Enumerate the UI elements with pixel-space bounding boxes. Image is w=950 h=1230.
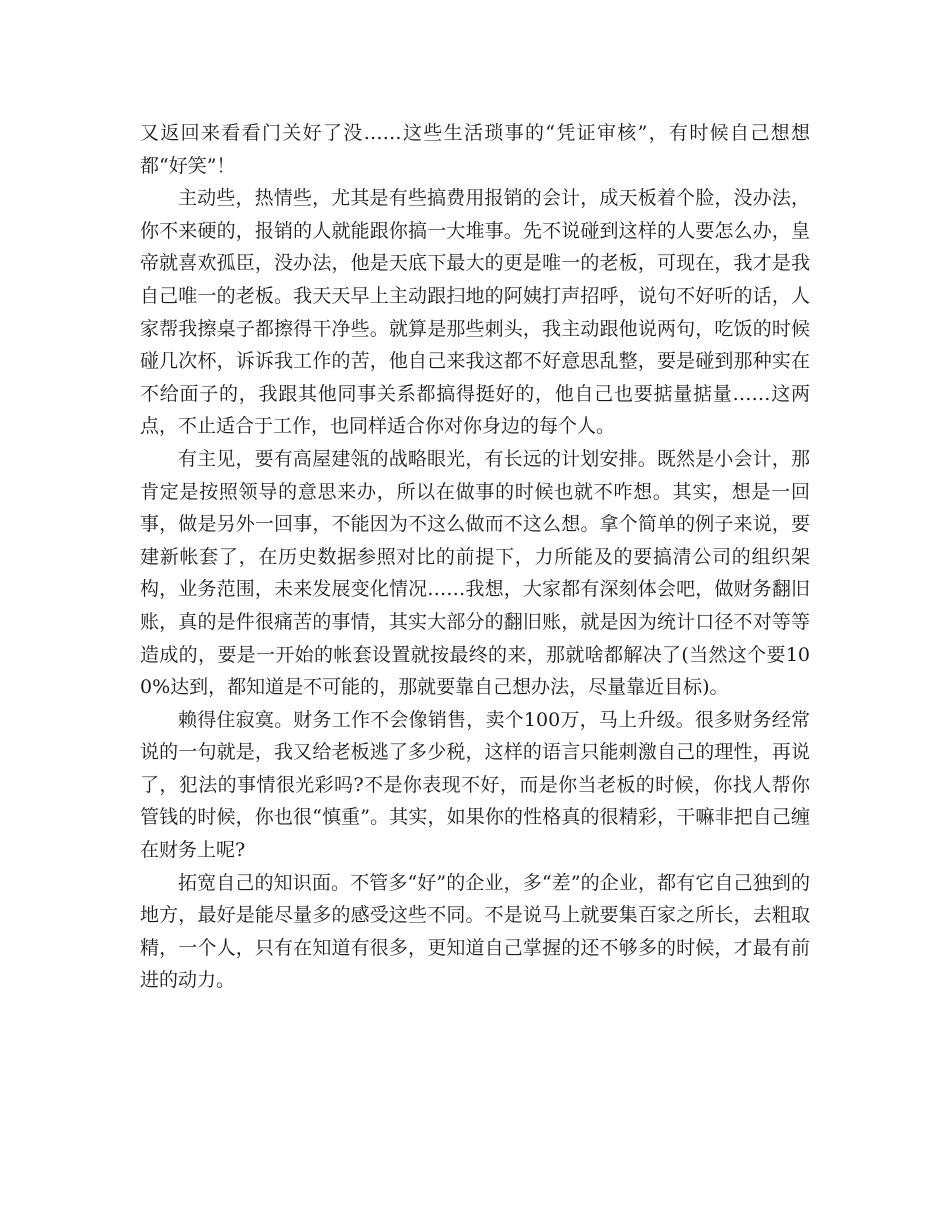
paragraph-3: 有主见，要有高屋建瓴的战略眼光，有长远的计划安排。既然是小会计，那肯定是按照领导的意思来办，所以在做事的时候也就不咋想。其实，想是一回事，做是另外一回事，不能因为不这么做而不这么想。拿个简单的例子来说，要建新帐套了，在历史数据参照对比的前提下，力所能及的要搞清公司的组织架构，业务范围，未来发展变化情况……我想，大家都有深刻体会吧，做财务翻旧账，真的是件很痛苦的事情，其实大部分的翻旧账，就是因为统计口径不对等等造成的，要是一开始的帐套设置就按最终的来，那就啥都解决了(当然这个要100%达到，都知道是不可能的，那就要靠自己想办法，尽量靠近目标)。 xyxy=(140,447,810,699)
paragraph-1: 又返回来看看门关好了没……这些生活琐事的“凭证审核”，有时候自己想想都“好笑”！ xyxy=(140,122,810,177)
paragraph-5: 拓宽自己的知识面。不管多“好”的企业，多“差”的企业，都有它自己独到的地方，最好是能尽量多的感受这些不同。不是说马上就要集百家之所长，去粗取精，一个人，只有在知道有很多，更知道自己掌握的还不够多的时候，才最有前进的动力。 xyxy=(140,871,810,992)
paragraph-4: 赖得住寂寞。财务工作不会像销售，卖个100万，马上升级。很多财务经常说的一句就是，我又给老板逃了多少税，这样的语言只能刺激自己的理性，再说了，犯法的事情很光彩吗?不是你表现不好，而是你当老板的时候，你找人帮你管钱的时候，你也很“慎重”。其实，如果你的性格真的很精彩，干嘛非把自己缠在财务上呢? xyxy=(140,708,810,862)
document-body xyxy=(140,117,810,997)
paragraph-2: 主动些，热情些，尤其是有些搞费用报销的会计，成天板着个脸，没办法，你不来硬的，报销的人就能跟你搞一大堆事。先不说碰到这样的人要怎么办，皇帝就喜欢孤臣，没办法，他是天底下最大的更是唯一的老板，可现在，我才是我自己唯一的老板。我天天早上主动跟扫地的阿姨打声招呼，说句不好听的话，人家帮我擦桌子都擦得干净些。就算是那些刺头，我主动跟他说两句，吃饭的时候碰几次杯，诉诉我工作的苦，他自己来我这都不好意思乱整，要是碰到那种实在不给面子的，我跟其他同事关系都搞得挺好的，他自己也要掂量掂量……这两点，不止适合于工作，也同样适合你对你身边的每个人。 xyxy=(140,187,810,438)
